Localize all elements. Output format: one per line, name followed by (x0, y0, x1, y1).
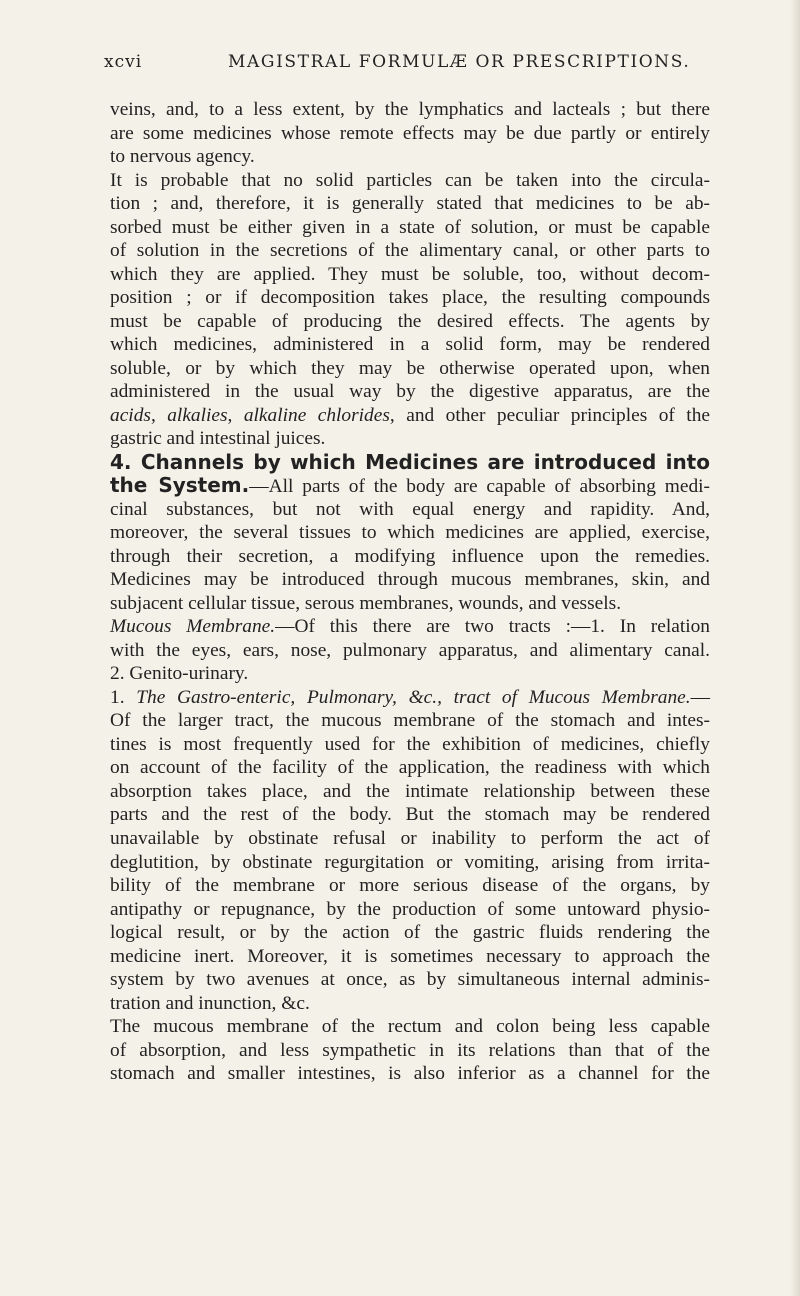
text-line: logical result, or by the action of the gastric fluids rendering the (110, 922, 710, 944)
text-line: subjacent cellular tissue, serous membranes, wounds, and vessels. (110, 592, 622, 614)
text-line: It is probable that no solid particles can be taken into the circula- (110, 169, 710, 191)
text-line: cinal substances, but not with equal energy and rapidity. And, (110, 498, 710, 520)
text-line: parts and the rest of the body. But the stomach may be rendered (110, 804, 710, 826)
text-line: which they are applied. They must be soluble, too, without decom- (110, 263, 710, 285)
text-line: of solution in the secretions of the alimentary canal, or other parts to (110, 240, 710, 262)
text-line: administered in the usual way by the digestive apparatus, are the (110, 381, 710, 403)
text-line: deglutition, by obstinate regurgitation or vomiting, arising from irrita- (110, 851, 710, 873)
text-line: system by two avenues at once, as by simultaneous internal adminis- (110, 969, 710, 991)
text-line: Of the larger tract, the mucous membrane of the stomach and intes- (110, 710, 710, 732)
separator: , (227, 404, 244, 426)
text-line: absorption takes place, and the intimate relationship between these (110, 780, 710, 802)
separator: , (150, 404, 168, 426)
page-number: xcvi (104, 52, 143, 72)
text-line: bility of the membrane or more serious disease of the organs, by (110, 875, 710, 897)
text-line: with the eyes, ears, nose, pulmonary apparatus, and alimentary canal. (110, 639, 710, 661)
text-line: soluble, or by which they may be otherwise operated upon, when (110, 357, 710, 379)
italic-alkalies: alkalies (167, 404, 228, 426)
text-line: to nervous agency. (110, 146, 255, 168)
dash: — (690, 686, 710, 708)
text-line: 2. Genito-urinary. (110, 663, 249, 685)
text-line: must be capable of producing the desired effects. The agents by (110, 310, 710, 332)
text-line: medicine inert. Moreover, it is sometimes necessary to approach the (110, 945, 710, 967)
text-line: are some medicines whose remote effects may be due partly or entirely (110, 122, 710, 144)
italic-acids: acids (110, 404, 151, 426)
text-line: The mucous membrane of the rectum and colon being less capable (110, 1016, 710, 1038)
text-line: on account of the facility of the application, the readiness with which (110, 757, 710, 779)
subsection-line (110, 615, 710, 639)
text-line: tines is most frequently used for the exhibition of medicines, chiefly (110, 733, 710, 755)
text-line: of absorption, and less sympathetic in its relations than that of the (110, 1039, 710, 1061)
text-line: Medicines may be introduced through mucous membranes, skin, and (110, 569, 710, 591)
heading-line-rest: —All parts of the body are capable of absorbing medi- (249, 476, 711, 498)
line-tail: , and other peculiar principles of the (389, 404, 710, 426)
text-line: which medicines, administered in a solid form, may be rendered (110, 334, 710, 356)
text-line: veins, and, to a less extent, by the lymphatics and lacteals ; but there (110, 99, 710, 120)
text-line: gastric and intestinal juices. (110, 428, 326, 450)
subsection-title-mucous: Mucous Membrane. (110, 616, 276, 638)
subsection-title-gastro: The Gastro-enteric, Pulmonary, &c., tract of Mucous Membrane. (136, 686, 691, 708)
subsection-number: 1. (110, 686, 137, 708)
text-line (110, 404, 710, 428)
scan-edge-shadow (790, 0, 800, 1296)
text-line: moreover, the several tissues to which medicines are applied, exercise, (110, 522, 710, 544)
text-line: antipathy or repugnance, by the production of some untoward physio- (110, 898, 710, 920)
body-text (110, 98, 710, 1086)
text-line: sorbed must be either given in a state of solution, or must be capable (110, 216, 710, 238)
text-line: stomach and smaller intestines, is also inferior as a channel for the (110, 1063, 710, 1085)
section-heading-cont (110, 474, 710, 498)
text-line: tration and inunction, &c. (110, 992, 310, 1014)
subsection-line (110, 686, 710, 710)
text-line: position ; or if decomposition takes place, the resulting compounds (110, 287, 710, 309)
text-line: unavailable by obstinate refusal or inability to perform the act of (110, 827, 710, 849)
italic-alkaline-chlorides: alkaline chlorides (243, 404, 390, 426)
subsection-rest: —Of this there are two tracts :—1. In relation (275, 616, 710, 638)
running-title: MAGISTRAL FORMULÆ OR PRESCRIPTIONS. (228, 52, 691, 72)
running-header (104, 52, 704, 76)
section-heading-end: the System. (110, 473, 250, 498)
text-line: tion ; and, therefore, it is generally stated that medicines to be ab- (110, 193, 710, 215)
section-heading: 4. Channels by which Medicines are introduced into (110, 449, 710, 474)
text-line: through their secretion, a modifying influence upon the remedies. (110, 545, 710, 567)
